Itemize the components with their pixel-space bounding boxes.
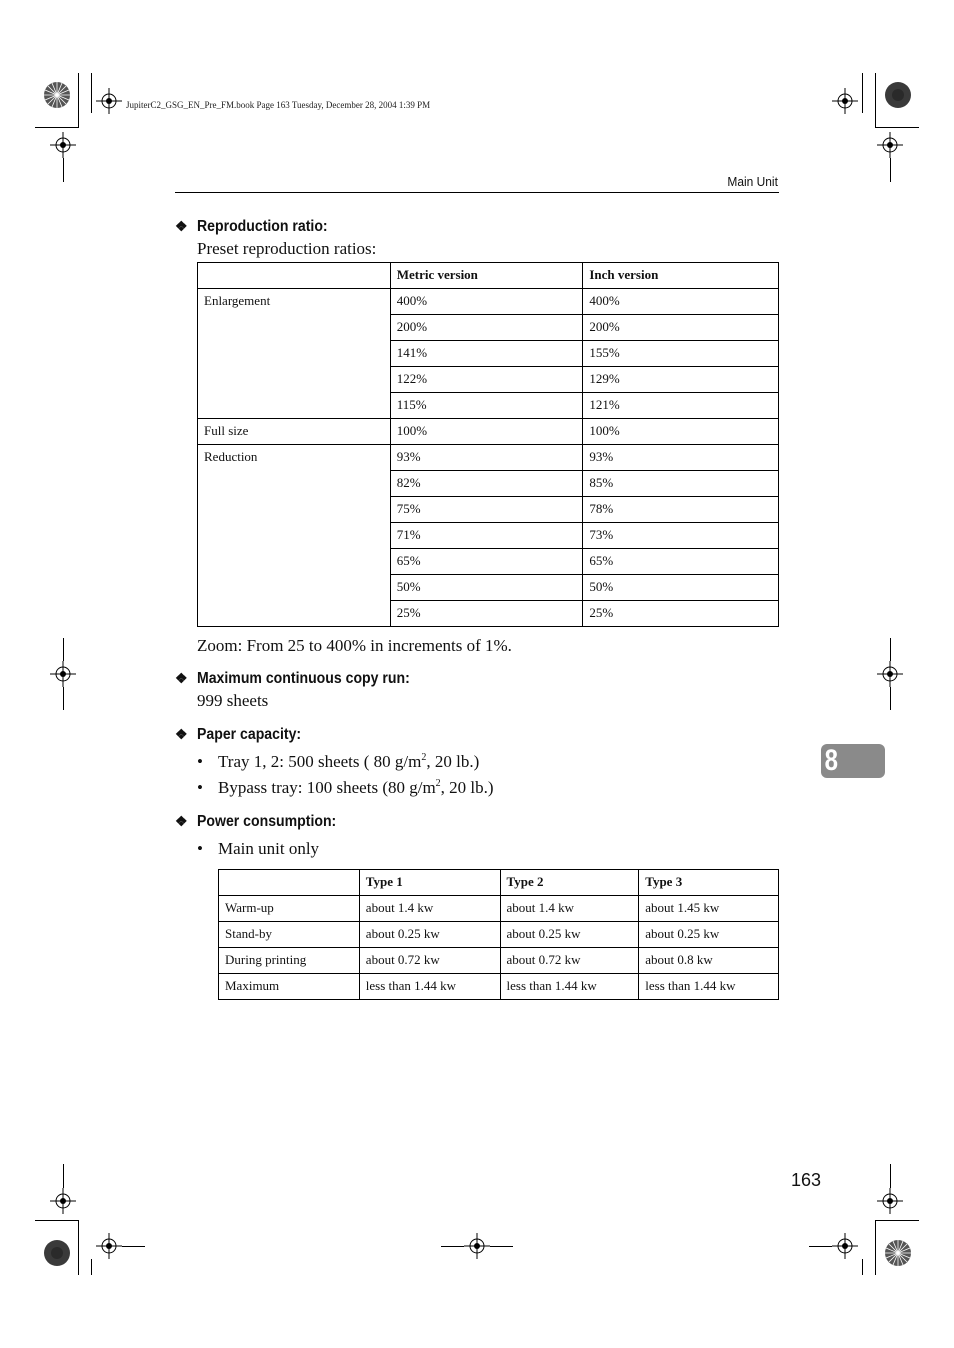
table-cell: less than 1.44 kw <box>500 974 639 1000</box>
crop-line <box>875 73 876 128</box>
table-cell: about 0.72 kw <box>500 948 639 974</box>
table-cell: 93% <box>390 445 583 471</box>
table-header-cell: Type 2 <box>500 870 639 896</box>
superscript: 2 <box>421 752 427 763</box>
table-cell: 100% <box>583 419 779 445</box>
crosshair-mark-top-right-b <box>877 132 903 158</box>
table-cell: 400% <box>583 289 779 315</box>
table-cell: 400% <box>390 289 583 315</box>
heading-text: Paper capacity: <box>197 726 302 743</box>
heading-text: Reproduction ratio: <box>197 218 328 235</box>
table-cell: about 0.25 kw <box>639 922 779 948</box>
table-cell: about 0.25 kw <box>359 922 500 948</box>
starburst-mark-bottom-right <box>883 1238 913 1268</box>
dark-circle-mark-bottom-left <box>42 1238 72 1268</box>
power-consumption-table <box>218 869 779 1000</box>
crosshair-mark-mid-right <box>877 661 903 687</box>
list-item-text: , 20 lb.) <box>426 752 480 771</box>
crop-line <box>890 638 891 661</box>
table-header-row <box>198 263 779 289</box>
chapter-number: 8 <box>824 744 839 777</box>
table-cell: 141% <box>390 341 583 367</box>
crop-line <box>78 73 79 128</box>
crop-line <box>441 1246 464 1247</box>
chapter-tab <box>821 744 885 778</box>
table-header-cell <box>219 870 360 896</box>
crop-line <box>91 73 92 113</box>
diamond-bullet-icon: ❖ <box>175 218 188 234</box>
crop-line <box>35 127 78 128</box>
table-cell: 65% <box>390 549 583 575</box>
row-group-label: Enlargement <box>198 289 391 419</box>
table-cell: 200% <box>390 315 583 341</box>
diamond-bullet-icon: ❖ <box>175 726 188 742</box>
table-row <box>219 948 779 974</box>
table-cell: 25% <box>390 601 583 627</box>
table-cell: about 0.72 kw <box>359 948 500 974</box>
list-item <box>197 752 479 772</box>
list-item-text: , 20 lb.) <box>440 778 494 797</box>
crop-line <box>63 687 64 710</box>
crop-line <box>890 158 891 182</box>
table-cell: about 1.4 kw <box>500 896 639 922</box>
table-row <box>219 896 779 922</box>
table-cell: 65% <box>583 549 779 575</box>
table-header-cell: Type 1 <box>359 870 500 896</box>
table-header-cell: Metric version <box>390 263 583 289</box>
crop-line <box>809 1246 832 1247</box>
reproduction-ratio-heading <box>175 218 345 236</box>
table-cell: 82% <box>390 471 583 497</box>
bullet-dot-icon: • <box>197 778 203 797</box>
list-item-text: Main unit only <box>218 839 320 858</box>
table-cell: about 1.4 kw <box>359 896 500 922</box>
table-row <box>198 419 779 445</box>
list-item-text: Tray 1, 2: 500 sheets ( 80 g/m <box>218 752 422 771</box>
dark-circle-mark-top-right <box>883 80 913 110</box>
table-cell: 73% <box>583 523 779 549</box>
crop-line <box>122 1246 145 1247</box>
table-row <box>198 289 779 315</box>
table-row <box>198 445 779 471</box>
crosshair-mark-top-left-b <box>50 132 76 158</box>
copy-run-value: 999 sheets <box>197 691 269 710</box>
book-file-header: JupiterC2_GSG_EN_Pre_FM.book Page 163 Tuesday, December 28, 2004 1:39 PM <box>126 100 431 110</box>
crop-line <box>890 1164 891 1188</box>
row-group-label: Reduction <box>198 445 391 627</box>
table-cell: Maximum <box>219 974 360 1000</box>
table-header-cell: Type 3 <box>639 870 779 896</box>
diamond-bullet-icon: ❖ <box>175 813 188 829</box>
crop-line <box>862 73 863 113</box>
header-rule <box>175 192 779 193</box>
crosshair-mark-bottom-left-b <box>96 1233 122 1259</box>
crosshair-mark-mid-left <box>50 661 76 687</box>
table-cell: 100% <box>390 419 583 445</box>
table-cell: 75% <box>390 497 583 523</box>
crosshair-mark-bottom-center <box>464 1233 490 1259</box>
crosshair-mark-bottom-left-a <box>50 1188 76 1214</box>
table-header-cell <box>198 263 391 289</box>
heading-text: Maximum continuous copy run: <box>197 670 410 687</box>
crop-line <box>876 1220 919 1221</box>
crosshair-mark-bottom-right-b <box>877 1188 903 1214</box>
table-cell: 25% <box>583 601 779 627</box>
starburst-mark-top-left <box>42 80 72 110</box>
copy-run-heading <box>175 670 439 688</box>
reproduction-ratio-table <box>197 262 779 627</box>
bullet-dot-icon: • <box>197 752 203 771</box>
zoom-note: Zoom: From 25 to 400% in increments of 1%. <box>197 636 512 655</box>
crop-line <box>63 158 64 182</box>
table-cell: 50% <box>390 575 583 601</box>
page-number: 163 <box>791 1170 822 1190</box>
table-cell: 129% <box>583 367 779 393</box>
crosshair-mark-top-right-a <box>832 88 858 114</box>
table-cell: less than 1.44 kw <box>639 974 779 1000</box>
row-group-label: Full size <box>198 419 391 445</box>
crosshair-mark-bottom-right-a <box>832 1233 858 1259</box>
crop-line <box>63 1164 64 1188</box>
table-cell: 93% <box>583 445 779 471</box>
list-item <box>197 778 494 798</box>
table-header-cell: Inch version <box>583 263 779 289</box>
table-cell: about 1.45 kw <box>639 896 779 922</box>
crop-line <box>63 638 64 661</box>
table-cell: 121% <box>583 393 779 419</box>
table-cell: about 0.8 kw <box>639 948 779 974</box>
table-cell: Warm-up <box>219 896 360 922</box>
crop-line <box>91 1259 92 1275</box>
crop-line <box>35 1220 78 1221</box>
diamond-bullet-icon: ❖ <box>175 670 188 686</box>
list-item-text: Bypass tray: 100 sheets (80 g/m <box>218 778 436 797</box>
table-cell: Stand-by <box>219 922 360 948</box>
paper-capacity-heading <box>175 726 315 744</box>
table-cell: 115% <box>390 393 583 419</box>
crop-line <box>490 1246 513 1247</box>
section-label: Main Unit <box>727 174 778 189</box>
table-cell: less than 1.44 kw <box>359 974 500 1000</box>
crop-line <box>78 1220 79 1275</box>
crosshair-mark-top-left-a <box>96 88 122 114</box>
table-row <box>219 922 779 948</box>
table-cell: 155% <box>583 341 779 367</box>
preset-ratios-intro: Preset reproduction ratios: <box>197 239 377 258</box>
table-cell: 71% <box>390 523 583 549</box>
table-cell: 122% <box>390 367 583 393</box>
table-row <box>219 974 779 1000</box>
bullet-dot-icon: • <box>197 839 203 858</box>
power-consumption-heading <box>175 813 355 831</box>
crop-line <box>876 127 919 128</box>
crop-line <box>875 1220 876 1275</box>
table-cell: 78% <box>583 497 779 523</box>
table-cell: 50% <box>583 575 779 601</box>
table-cell: about 0.25 kw <box>500 922 639 948</box>
crop-line <box>862 1259 863 1275</box>
list-item <box>197 839 319 859</box>
heading-text: Power consumption: <box>197 813 337 830</box>
table-cell: 85% <box>583 471 779 497</box>
crop-line <box>890 687 891 710</box>
table-cell: 200% <box>583 315 779 341</box>
table-cell: During printing <box>219 948 360 974</box>
superscript: 2 <box>435 778 441 789</box>
table-header-row <box>219 870 779 896</box>
